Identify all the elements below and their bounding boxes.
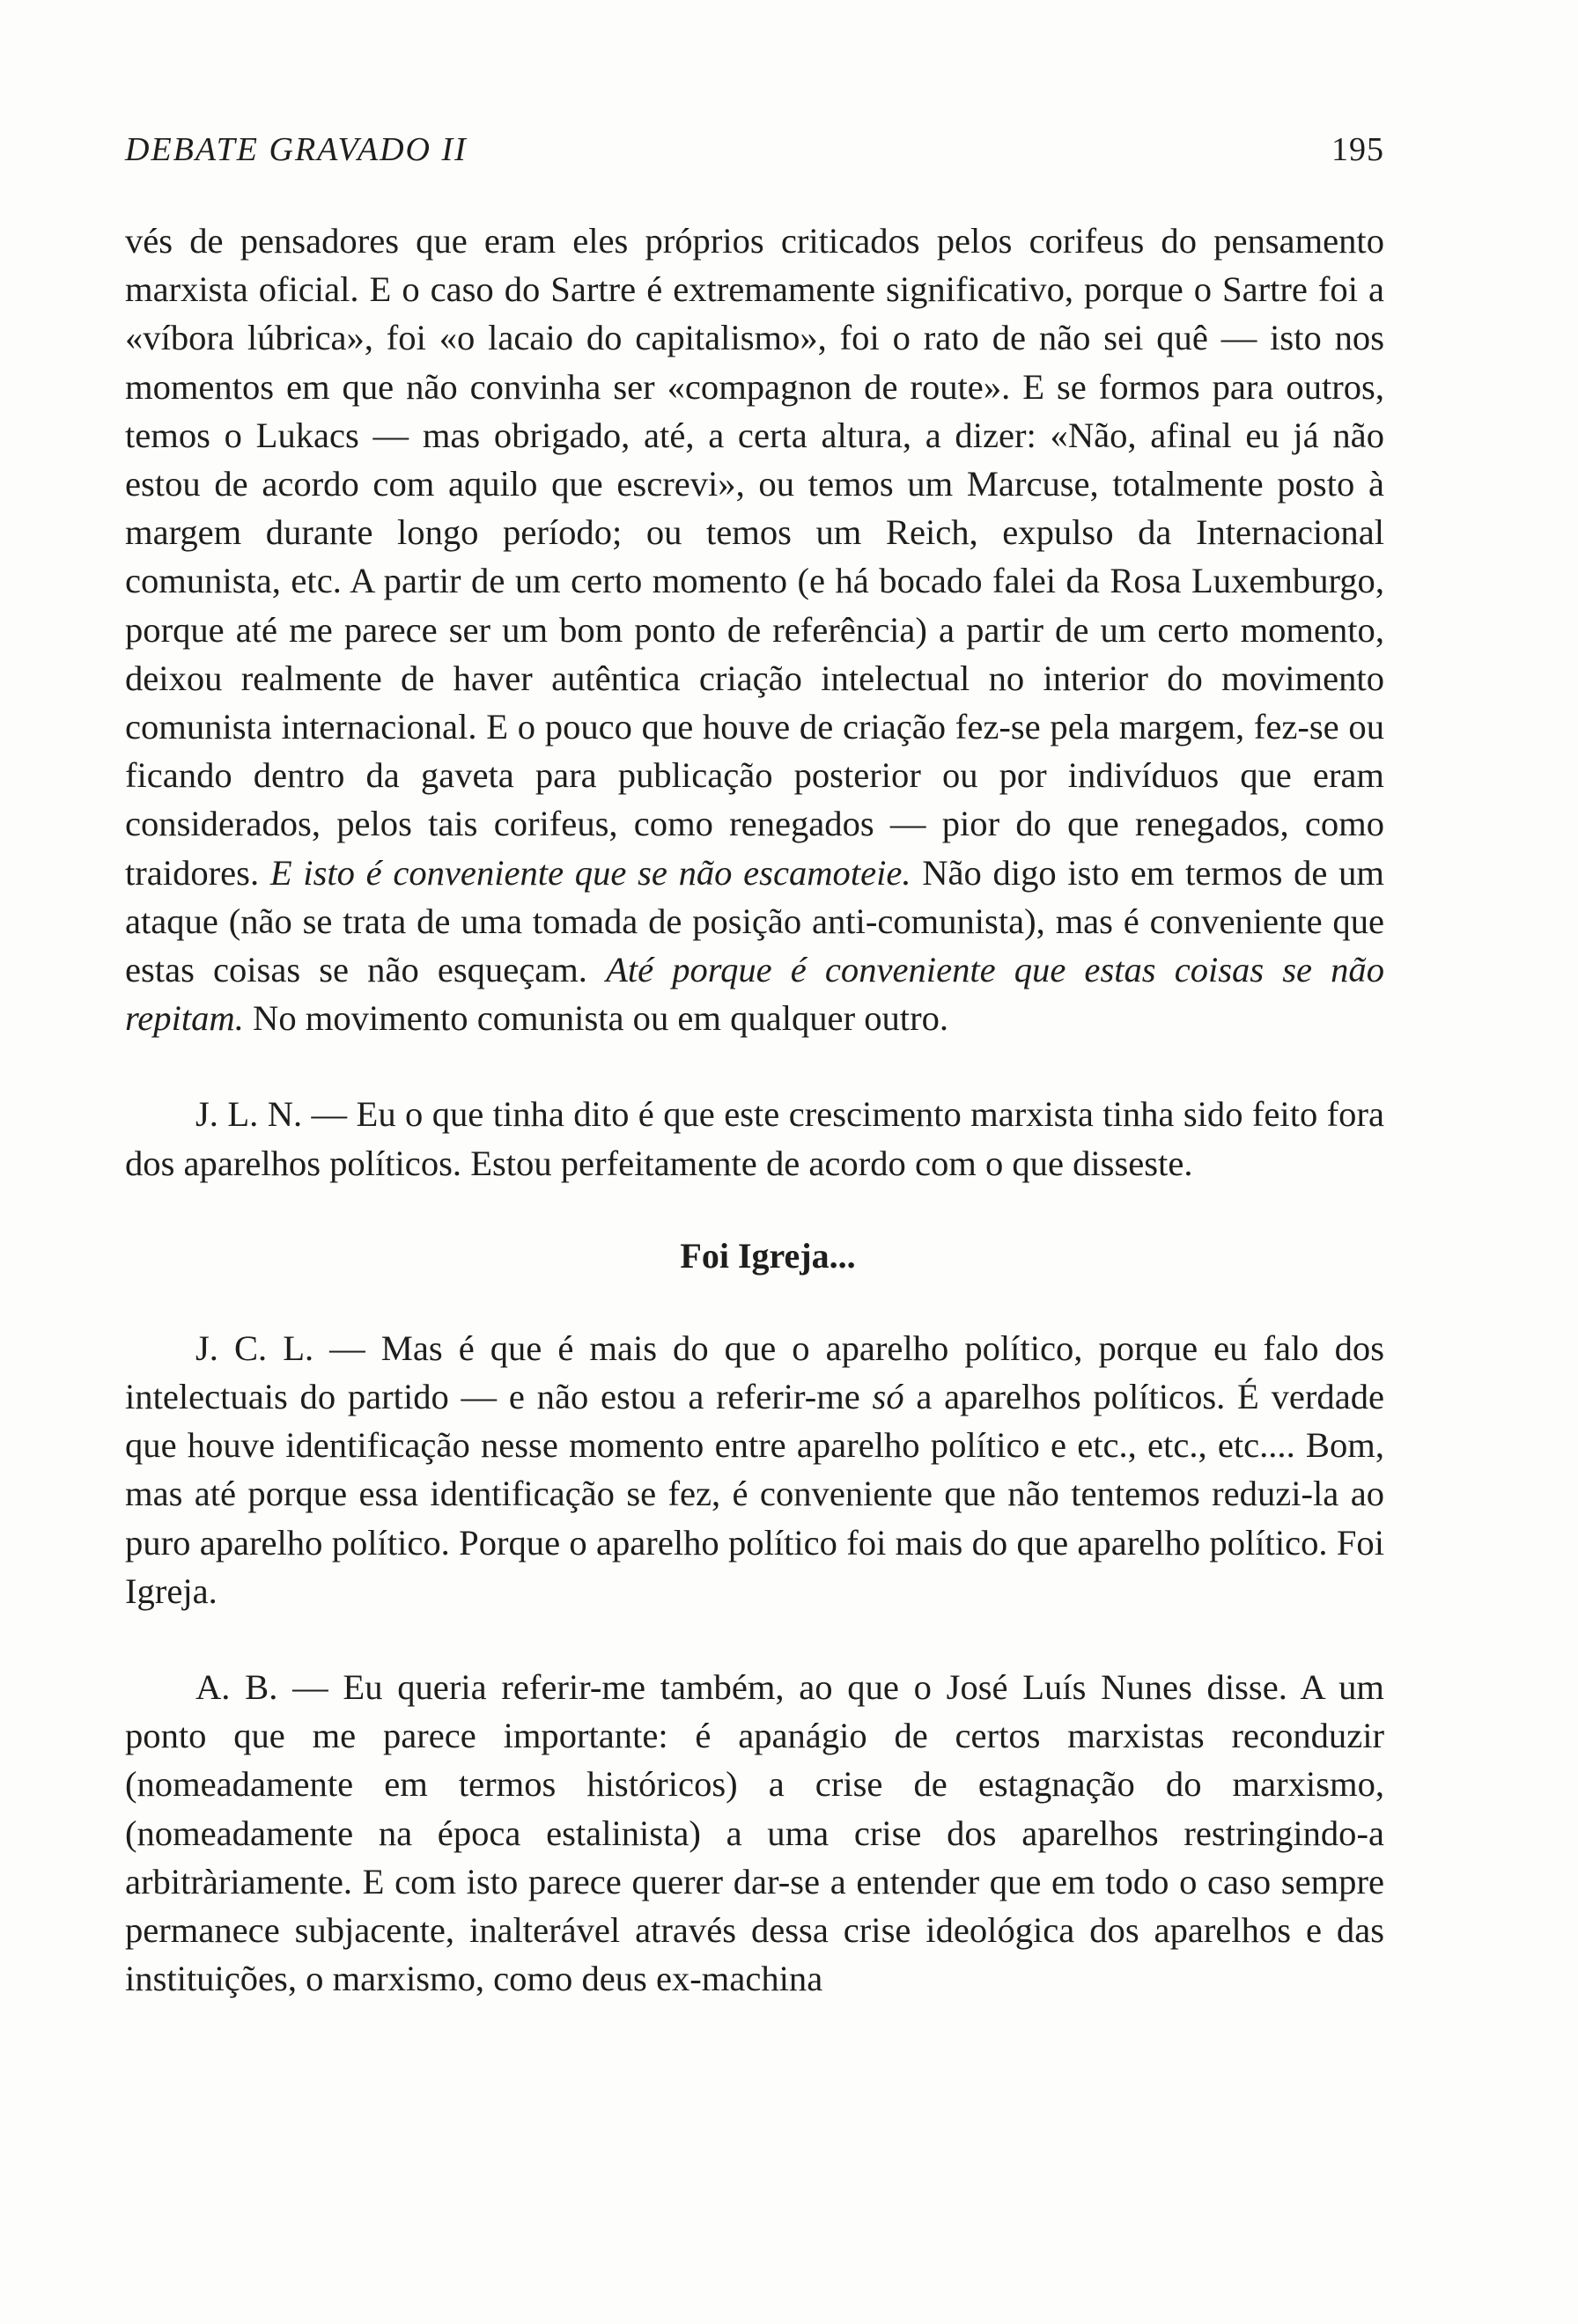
running-title: DEBATE GRAVADO II <box>125 131 468 168</box>
section-heading: Foi Igreja... <box>680 1235 856 1276</box>
italic-text-run: só <box>872 1377 904 1417</box>
paragraph-jln <box>125 1090 1384 1187</box>
paragraph-continuation <box>125 217 1384 1042</box>
paragraph-jcl <box>125 1324 1384 1615</box>
text-run: Não digo isto em termos de um ataque (não se trata de uma tomada de posição anti-comunista), mas é conveniente que estas coisas se não esqueçam. <box>125 852 1384 990</box>
page-number: 195 <box>1331 131 1384 168</box>
text-run: J. C. L. — Mas é que é mais do que o aparelho político, porque eu falo dos intelectuais do partido — e não estou a referir-me <box>125 1327 1384 1417</box>
italic-text-run: Até porque é conveniente que estas coisas se não repitam. <box>125 950 1385 1039</box>
paragraph-ab <box>125 1663 1384 2003</box>
body-text <box>125 217 1384 2004</box>
text-run: vés de pensadores que eram eles próprios criticados pelos corifeus do pensamento marxista oficial. E o caso do Sartre é extremamente significativo, porque o Sartre foi a «víbora lúbrica», foi «o lacaio do capitalismo», foi o rato de não sei quê — isto nos momentos em que não convinha ser «compagnon de route». E se formos para outros, temos o Lukacs — mas obrigado, até, a certa altura, a dizer: «Não, afinal eu já não estou de acordo com aquilo que escrevi», ou temos um Marcuse, totalmente posto à margem durante longo período; ou temos um Reich, expulso da Internacional comunista, etc. A partir de um certo momento (e há bocado falei da Rosa Luxemburgo, porque até me parece ser um bom ponto de referência) a partir de um certo momento, deixou realmente de haver autêntica criação intelectual no interior do movimento comunista internacional. E o pouco que houve de criação fez-se pela margem, fez-se ou ficando dentro da gaveta para publicação posterior ou por indivíduos que eram considerados, pelos tais corifeus, como renegados — pior do que renegados, como traidores. <box>125 221 1384 893</box>
text-run: A. B. — Eu queria referir-me também, ao que o José Luís Nunes disse. A um ponto que me parece importante: é apanágio de certos marxistas reconduzir (nomeadamente em termos históricos) a crise de estagnação do marxismo, (nomeadamente na época estalinista) a uma crise dos aparelhos restringindo-a arbitràriamente. E com isto parece querer dar-se a entender que em todo o caso sempre permanece subjacente, inalterável através dessa crise ideológica dos aparelhos e das instituições, o marxismo, como deus ex-machina <box>125 1667 1384 1999</box>
italic-text-run: E isto é conveniente que se não escamoteie. <box>269 852 911 893</box>
text-run: a aparelhos políticos. É verdade que houve identificação nesse momento entre aparelho político e etc., etc., etc.... Bom, mas até porque essa identificação se fez, é conveniente que não tentemos reduzi-la ao puro aparelho político. Porque o aparelho político foi mais do que aparelho político. Foi Igreja. <box>125 1377 1384 1611</box>
text-run: No movimento comunista ou em qualquer outro. <box>243 998 949 1039</box>
text-run: J. L. N. — Eu o que tinha dito é que este crescimento marxista tinha sido feito fora dos aparelhos políticos. Estou perfeitamente de acordo com o que disseste. <box>125 1094 1384 1183</box>
book-page <box>125 130 1384 2004</box>
running-header <box>125 130 1384 180</box>
